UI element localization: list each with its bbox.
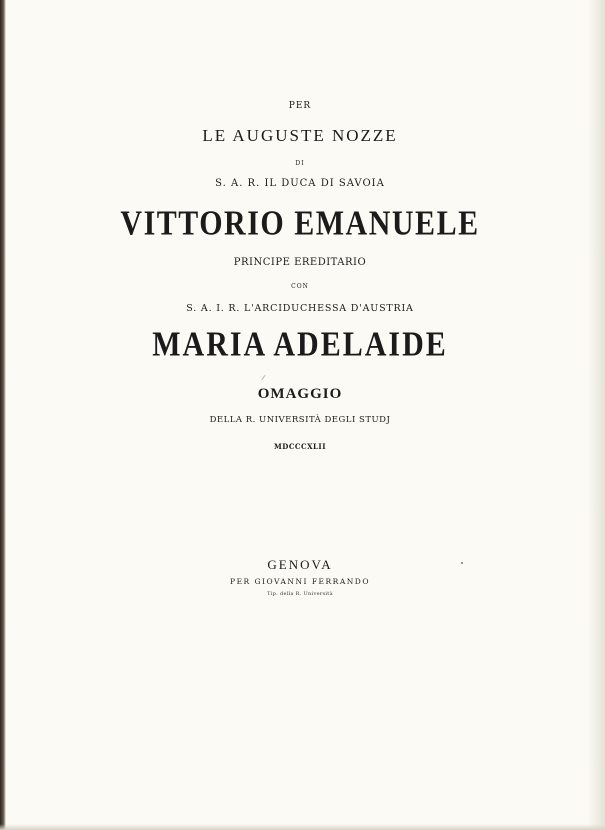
omaggio-heading: OMAGGIO — [257, 386, 343, 402]
paper-speck — [461, 562, 463, 564]
dedication-nozze: LE AUGUSTE NOZZE — [202, 126, 398, 145]
dedication-con: CON — [291, 283, 309, 290]
groom-rank: PRINCIPE EREDITARIO — [233, 257, 367, 268]
paper-mark — [261, 374, 266, 380]
imprint-city: GENOVA — [267, 557, 333, 572]
university-line: DELLA R. UNIVERSITÀ DEGLI STUDJ — [209, 415, 391, 425]
dedication-di: DI — [295, 160, 305, 167]
archduchess-title: S. A. I. R. L'ARCIDUCHESSA D'AUSTRIA — [186, 303, 414, 314]
imprint-printer: PER GIOVANNI FERRANDO — [230, 577, 370, 586]
publication-year: MDCCCXLII — [274, 442, 326, 451]
duke-title: S. A. R. IL DUCA DI SAVOIA — [215, 178, 385, 189]
imprint-note: Tip. della R. Università — [267, 591, 333, 597]
page-bottom-edge — [0, 824, 605, 830]
groom-name: VITTORIO EMANUELE — [120, 204, 480, 243]
dedication-per: PER — [288, 101, 312, 111]
bride-name: MARIA ADELAIDE — [152, 325, 448, 364]
